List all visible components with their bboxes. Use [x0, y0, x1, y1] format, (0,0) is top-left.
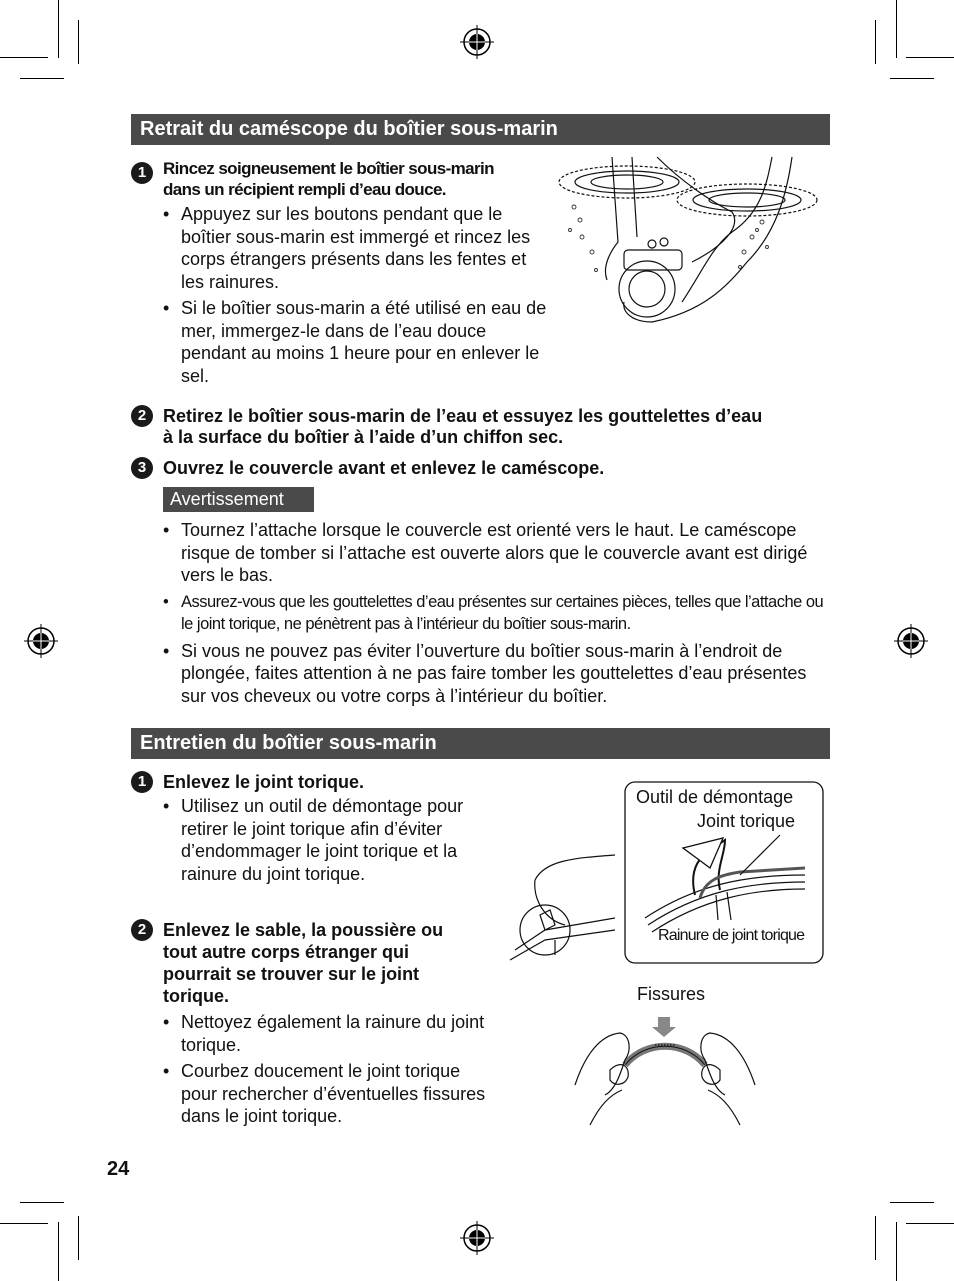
- callout-cracks: Fissures: [637, 984, 706, 1004]
- bullet-item: • Nettoyez également la rainure du joint torique.: [162, 1011, 492, 1056]
- crop-mark: [896, 0, 897, 58]
- crop-mark: [58, 0, 59, 58]
- step-title-line: tout autre corps étranger qui: [163, 942, 410, 962]
- step-number: 2: [131, 919, 153, 941]
- step-title-line: torique.: [163, 986, 229, 1006]
- step-number: 3: [131, 457, 153, 479]
- crop-mark: [20, 1202, 64, 1203]
- step-bullets: [162, 795, 467, 889]
- crop-mark: [78, 20, 79, 64]
- bullet-item: • Appuyez sur les boutons pendant que le boîtier sous-marin est immergé et rincez les corps étrangers présents dans les fentes et les rainures.: [162, 203, 547, 293]
- step-title: Enlevez le joint torique.: [163, 772, 365, 792]
- registration-mark-icon: [894, 624, 928, 658]
- step-number: 2: [131, 405, 153, 427]
- step-bullets: [162, 203, 547, 391]
- step-title-line: pourrait se trouver sur le joint: [163, 964, 420, 984]
- crop-mark: [0, 1223, 48, 1224]
- step-title: Ouvrez le couvercle avant et enlevez le caméscope.: [163, 458, 605, 478]
- step-bullets: [162, 1011, 492, 1132]
- step-title-line: dans un récipient rempli d’eau douce.: [163, 180, 446, 199]
- bullet-item: • Tournez l’attache lorsque le couvercle est orienté vers le haut. Le caméscope risque de tomber si l’attache est ouverte alors que le couvercle avant est dirigé vers le bas.: [162, 519, 834, 587]
- step-title-line: Retirez le boîtier sous-marin de l’eau et essuyez les gouttelettes d’eau: [163, 406, 763, 426]
- warning-label: Avertissement: [163, 487, 314, 512]
- bullet-item: • Si vous ne pouvez pas éviter l’ouverture du boîtier sous-marin à l’endroit de plongée, faites attention à ne pas faire tomber les gouttelettes d’eau présentes sur vos cheveux ou votre corps à l’intérieur du boîtier.: [162, 640, 834, 708]
- bullet-item: • Si le boîtier sous-marin a été utilisé en eau de mer, immergez-le dans de l’eau douce pendant au moins 1 heure pour en enlever le sel.: [162, 297, 547, 387]
- step-title-line: à la surface du boîtier à l’aide d’un chiffon sec.: [163, 427, 564, 447]
- callout-oring: Joint torique: [697, 811, 796, 831]
- callout-tool: Outil de démontage: [636, 787, 794, 807]
- step-title: [163, 406, 843, 448]
- crop-mark: [875, 1216, 876, 1260]
- warning-bullets: [162, 519, 834, 711]
- crop-mark: [906, 1223, 954, 1224]
- registration-mark-icon: [460, 1221, 494, 1255]
- step-title-line: Rincez soigneusement le boîtier sous-marin: [163, 159, 494, 178]
- bullet-item: • Assurez-vous que les gouttelettes d’eau présentes sur certaines pièces, telles que l’attache ou le joint torique, ne pénètrent pas à l’intérieur du boîtier sous-marin.: [162, 591, 834, 636]
- rinse-housing-illustration: [552, 152, 830, 330]
- crop-mark: [58, 1222, 59, 1281]
- step-number: 1: [131, 771, 153, 793]
- callout-groove: Rainure de joint torique: [658, 927, 805, 944]
- step-title-line: Enlevez le sable, la poussière ou: [163, 920, 444, 940]
- section-title-maintenance: Entretien du boîtier sous-marin: [131, 728, 830, 759]
- crop-mark: [890, 1202, 934, 1203]
- page-number: 24: [107, 1158, 130, 1180]
- bullet-item: • Utilisez un outil de démontage pour retirer le joint torique afin d’éviter d’endommager le joint torique et la rainure du joint torique.: [162, 795, 467, 885]
- bullet-item: • Courbez doucement le joint torique pour rechercher d’éventuelles fissures dans le joint torique.: [162, 1060, 492, 1128]
- crack-inspection-illustration: [570, 1015, 760, 1135]
- crop-mark: [0, 57, 48, 58]
- registration-mark-icon: [460, 25, 494, 59]
- step-title: [163, 919, 493, 1007]
- registration-mark-icon: [24, 624, 58, 658]
- crop-mark: [20, 78, 64, 79]
- crop-mark: [906, 57, 954, 58]
- section-title-removal: Retrait du caméscope du boîtier sous-marin: [131, 114, 830, 145]
- crop-mark: [78, 1216, 79, 1260]
- step-title: [163, 158, 553, 200]
- crop-mark: [896, 1222, 897, 1281]
- step-number: 1: [131, 162, 153, 184]
- crop-mark: [875, 20, 876, 64]
- crop-mark: [890, 78, 934, 79]
